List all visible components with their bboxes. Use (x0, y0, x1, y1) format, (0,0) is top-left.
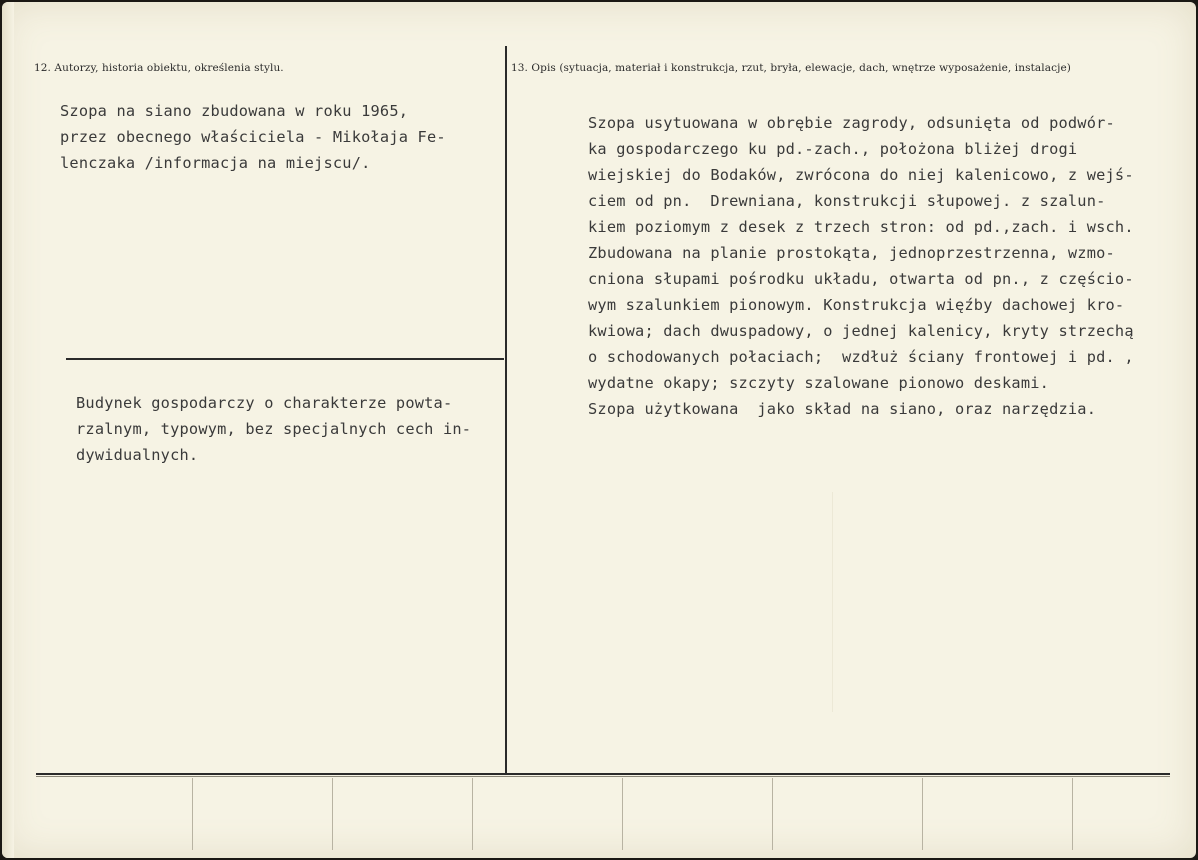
section-13-heading: 13. Opis (sytuacja, materiał i konstrukcja, rzut, bryła, elewacje, dach, wnętrze wyposażenie, instalacje) (511, 62, 1071, 74)
text-line: Szopa użytkowana jako skład na siano, oraz narzędzia. (588, 400, 1097, 418)
card-fold-shadow (2, 2, 14, 858)
bottom-tick (772, 778, 773, 850)
bottom-tick (922, 778, 923, 850)
bottom-tick (192, 778, 193, 850)
text-line: kiem poziomym z desek z trzech stron: od pd.,zach. i wsch. (588, 218, 1134, 236)
bottom-rule-secondary (36, 776, 1170, 777)
text-line: rzalnym, typowym, bez specjalnych cech in- (76, 420, 472, 438)
text-line: wym szalunkiem pionowym. Konstrukcja więźby dachowej kro- (588, 296, 1125, 314)
bottom-tick (1072, 778, 1073, 850)
bottom-tick (472, 778, 473, 850)
text-line: ka gospodarczego ku pd.-zach., położona bliżej drogi (588, 140, 1078, 158)
text-line: cniona słupami pośrodku układu, otwarta od pn., z częścio- (588, 270, 1134, 288)
column-divider (505, 46, 507, 774)
text-line: Budynek gospodarczy o charakterze powta- (76, 394, 453, 412)
history-text (60, 98, 446, 176)
text-line: o schodowanych połaciach; wzdłuż ściany frontowej i pd. , (588, 348, 1134, 366)
text-line: lenczaka /informacja na miejscu/. (60, 154, 371, 172)
text-line: kwiowa; dach dwuspadowy, o jednej kalenicy, kryty strzechą (588, 322, 1134, 340)
description-text (588, 110, 1134, 422)
text-line: ciem od pn. Drewniana, konstrukcji słupowej. z szalun- (588, 192, 1106, 210)
section-12-heading: 12. Autorzy, historia obiektu, określenia stylu. (34, 62, 284, 74)
show-through-area (832, 492, 1133, 712)
inventory-card (2, 2, 1196, 858)
text-line: dywidualnych. (76, 446, 199, 464)
bottom-tick (622, 778, 623, 850)
text-line: wydatne okapy; szczyty szalowane pionowo deskami. (588, 374, 1050, 392)
assessment-text (76, 390, 471, 468)
bottom-tick (332, 778, 333, 850)
bottom-rule (36, 773, 1170, 775)
text-line: wiejskiej do Bodaków, zwrócona do niej kalenicowo, z wejś- (588, 166, 1134, 184)
text-line: Szopa usytuowana w obrębie zagrody, odsunięta od podwór- (588, 114, 1115, 132)
text-line: Zbudowana na planie prostokąta, jednoprzestrzenna, wzmo- (588, 244, 1115, 262)
left-section-divider (66, 358, 504, 360)
text-line: Szopa na siano zbudowana w roku 1965, (60, 102, 409, 120)
text-line: przez obecnego właściciela - Mikołaja Fe- (60, 128, 446, 146)
